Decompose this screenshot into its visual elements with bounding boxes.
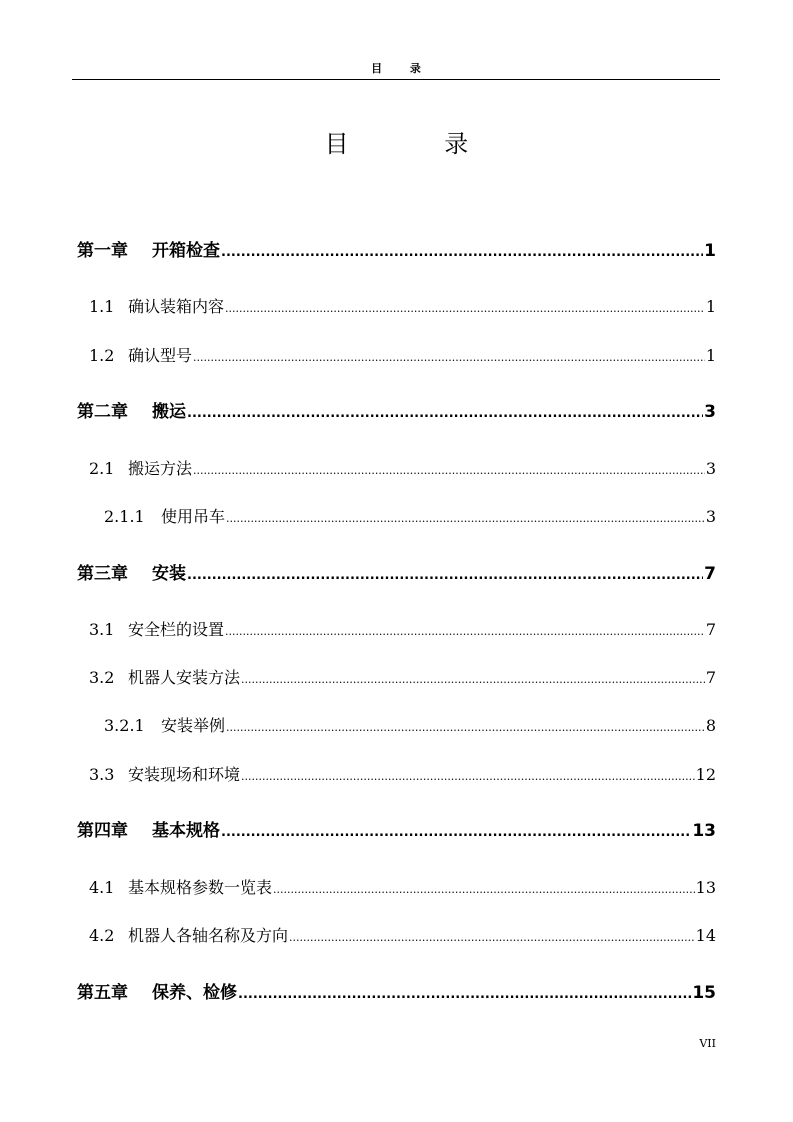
- toc-entry[interactable]: [89, 924, 716, 948]
- dot-leader: [193, 344, 705, 368]
- toc-entry-title: 搬运: [152, 402, 186, 422]
- dot-leader: [241, 763, 695, 787]
- toc-entry-page: 1: [704, 241, 716, 261]
- toc-entry-number: 2.1.1: [104, 507, 145, 526]
- toc-entry-number: 3.3: [89, 765, 115, 784]
- dot-leader: [225, 295, 705, 319]
- toc-entry[interactable]: [77, 819, 716, 843]
- toc-entry-page: 7: [705, 668, 716, 687]
- toc-entry-page: 3: [704, 402, 716, 422]
- toc-entry-number: 3.2: [89, 668, 115, 687]
- toc-entry-number: 第一章: [77, 241, 128, 261]
- dot-leader: [187, 400, 703, 424]
- dot-leader: [241, 666, 705, 690]
- running-header: [72, 57, 720, 80]
- toc-entry-title: 确认型号: [128, 346, 193, 365]
- toc-entry-title: 机器人安装方法: [128, 668, 241, 687]
- dot-leader: [187, 562, 703, 586]
- toc-entry-page: 1: [705, 346, 716, 365]
- toc-entry-title: 基本规格参数一览表: [128, 878, 273, 897]
- dot-leader: [226, 505, 705, 529]
- toc-entry-number: 4.2: [89, 926, 115, 945]
- toc-entry-number: 1.2: [89, 346, 115, 365]
- toc-entry[interactable]: [89, 344, 716, 368]
- toc-entry-title: 安装举例: [161, 716, 226, 735]
- toc-entry-title: 保养、检修: [152, 983, 237, 1003]
- toc-entry[interactable]: [89, 876, 716, 900]
- toc-entry-title: 安全栏的设置: [128, 620, 225, 639]
- toc-entry-title: 安装: [152, 564, 186, 584]
- toc-entry-number: 第五章: [77, 983, 128, 1003]
- toc-entry-page: 7: [704, 564, 716, 584]
- toc-entry-page: 12: [695, 765, 716, 784]
- toc-entry-number: 1.1: [89, 297, 115, 316]
- toc-entry-title: 开箱检查: [152, 241, 220, 261]
- toc-entry-title: 搬运方法: [128, 459, 193, 478]
- dot-leader: [221, 239, 703, 263]
- dot-leader: [225, 618, 705, 642]
- toc-entry-page: 15: [692, 983, 716, 1003]
- toc-entry-title: 确认装箱内容: [128, 297, 225, 316]
- toc-entry[interactable]: [77, 400, 716, 424]
- toc-entry-page: 14: [695, 926, 716, 945]
- toc-entry-page: 13: [692, 821, 716, 841]
- page-number: VII: [699, 1037, 716, 1050]
- toc-entry[interactable]: [104, 714, 716, 738]
- toc-entry[interactable]: [89, 457, 716, 481]
- dot-leader: [193, 457, 705, 481]
- toc-title: 目 录: [324, 130, 513, 158]
- toc-entry-page: 3: [705, 507, 716, 526]
- toc-entry[interactable]: [89, 295, 716, 319]
- toc-entry-number: 第二章: [77, 402, 128, 422]
- toc-entry-page: 7: [705, 620, 716, 639]
- toc-entry-number: 第三章: [77, 564, 128, 584]
- toc-entry-title: 基本规格: [152, 821, 220, 841]
- toc-entry-title: 安装现场和环境: [128, 765, 241, 784]
- toc-entry-number: 3.1: [89, 620, 115, 639]
- toc-entry[interactable]: [89, 618, 716, 642]
- toc-entry-number: 4.1: [89, 878, 115, 897]
- toc-entry-page: 1: [705, 297, 716, 316]
- toc-entry[interactable]: [89, 666, 716, 690]
- dot-leader: [273, 876, 695, 900]
- dot-leader: [289, 924, 695, 948]
- toc-entry-page: 8: [705, 716, 716, 735]
- dot-leader: [221, 819, 691, 843]
- toc-entry-number: 2.1: [89, 459, 115, 478]
- toc-entry[interactable]: [89, 763, 716, 787]
- toc-entry[interactable]: [77, 239, 716, 263]
- toc-entry-number: 3.2.1: [104, 716, 145, 735]
- toc-entry-page: 13: [695, 878, 716, 897]
- toc-entry-title: 机器人各轴名称及方向: [128, 926, 289, 945]
- toc-entry-number: 第四章: [77, 821, 128, 841]
- dot-leader: [226, 714, 705, 738]
- running-header-text: 目 录: [371, 62, 433, 75]
- dot-leader: [238, 981, 691, 1005]
- toc-entry[interactable]: [104, 505, 716, 529]
- toc-entry-title: 使用吊车: [161, 507, 226, 526]
- toc-entry[interactable]: [77, 981, 716, 1005]
- toc-entry-page: 3: [705, 459, 716, 478]
- toc-entry[interactable]: [77, 562, 716, 586]
